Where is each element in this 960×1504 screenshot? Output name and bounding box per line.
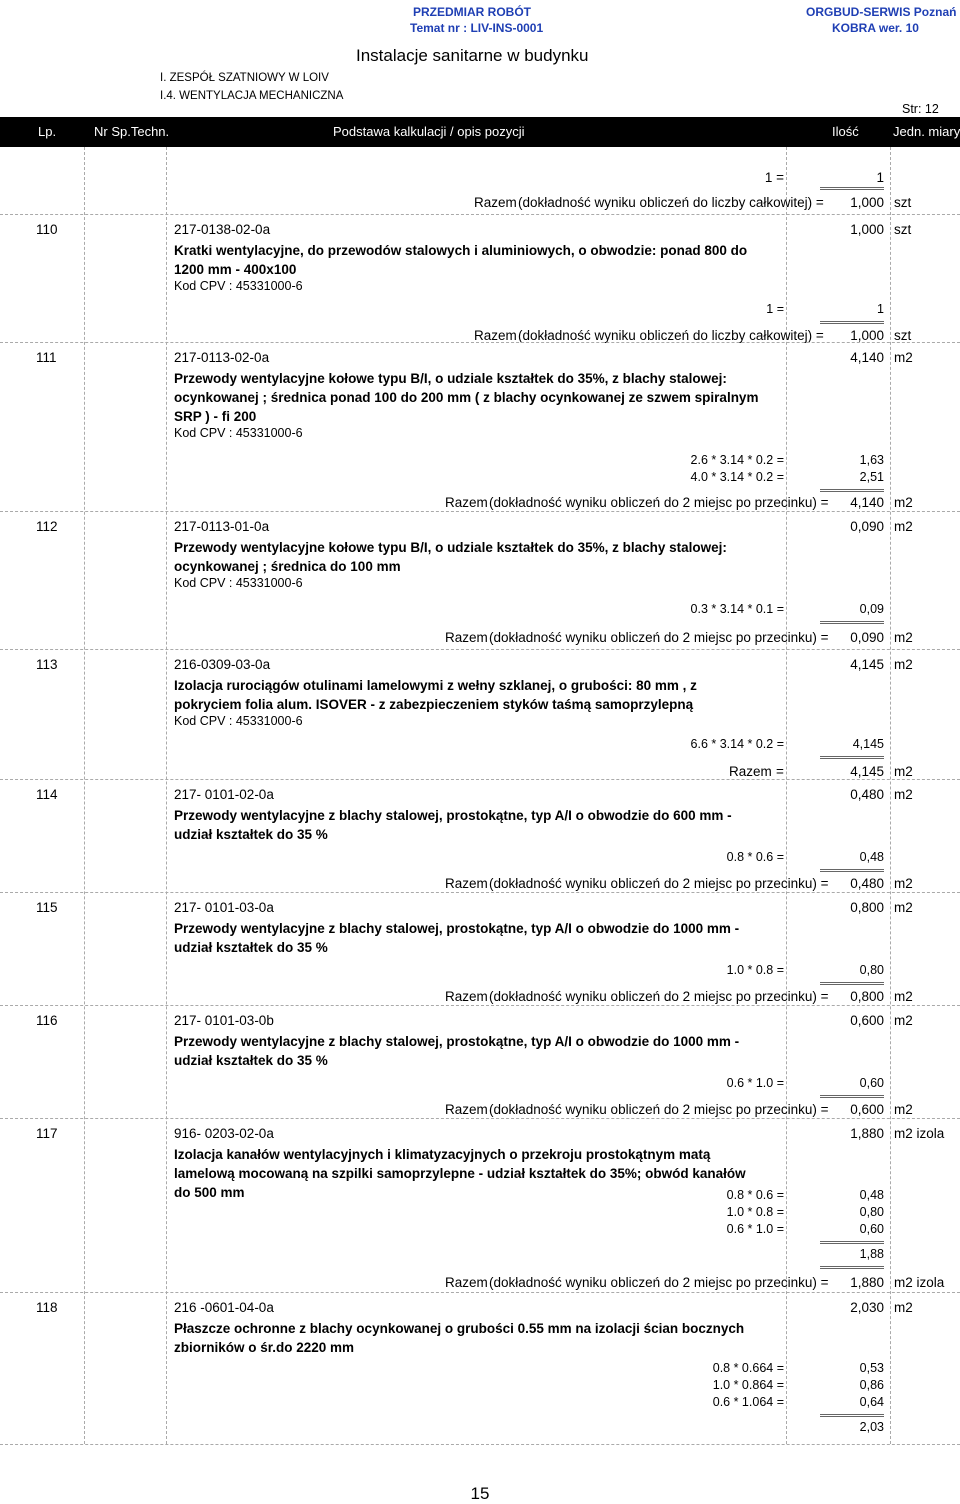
calculation-value: 0,48 [859,1188,884,1202]
razem-value: 4,140 [850,495,884,510]
razem-value: 1,000 [850,328,884,343]
razem-note: (dokładność wyniku obliczeń do 2 miejsc po przecinku) = [489,1102,829,1117]
section-line-2: I.4. WENTYLACJA MECHANICZNA [160,90,344,102]
entry-separator [0,779,960,780]
razem-label: Razem [445,630,488,645]
calculation-expression: 1.0 * 0.8 = [726,963,784,977]
technical-code: 217- 0101-03-0a [174,900,274,915]
column-podstawa: Podstawa kalkulacji / opis pozycji [333,124,525,139]
calculation-value: 0,48 [859,850,884,864]
item-quantity: 1,880 [850,1126,884,1141]
calculation-value: 0,80 [859,1205,884,1219]
sum-underline [820,1414,884,1417]
item-unit: m2 [894,1300,913,1315]
item-number: 115 [36,900,58,915]
entry-separator [0,1005,960,1006]
carryover-calc-value: 1 [876,170,884,185]
item-quantity: 1,000 [850,222,884,237]
item-number: 117 [36,1126,58,1141]
sum-underline [820,621,884,624]
item-unit: m2 izola [894,1126,945,1141]
item-description: Izolacja rurociągów otulinami lamelowymi z wełny szklanej, o grubości: 80 mm , z pokryciem folia alum. ISOVER - z zabezpieczeniem styków taśmą samoprzylepną [174,678,697,712]
razem-label: Razem [445,876,488,891]
razem-unit: szt [894,328,912,343]
razem-label: Razem [729,764,772,779]
calculation-expression: 0.6 * 1.0 = [726,1222,784,1236]
razem-value: 1,880 [850,1275,884,1290]
entry-separator [0,342,960,343]
item-quantity: 4,145 [850,657,884,672]
cpv-code: Kod CPV : 45331000-6 [174,714,303,728]
item-quantity: 0,600 [850,1013,884,1028]
carryover-razem-label: Razem [474,195,517,210]
calculation-expression: 0.3 * 3.14 * 0.1 = [690,602,784,616]
item-unit: m2 [894,657,913,672]
column-jedn: Jedn. miary [893,124,960,139]
technical-code: 916- 0203-02-0a [174,1126,274,1141]
calculation-value: 0,80 [859,963,884,977]
calculation-value: 0,86 [859,1378,884,1392]
razem-label: Razem [445,1275,488,1290]
item-number: 111 [36,350,57,365]
carryover-razem-value: 1,000 [850,195,884,210]
entry-separator [0,649,960,650]
calculation-expression: 2.6 * 3.14 * 0.2 = [690,453,784,467]
item-number: 110 [36,222,58,237]
calculation-expression: 0.8 * 0.664 = [712,1361,784,1375]
entry-separator [0,892,960,893]
section-line-1: I. ZESPÓŁ SZATNIOWY W LOIV [160,72,329,84]
razem-note: = [776,764,784,779]
razem-unit: m2 [894,1102,913,1117]
calculation-expression: 0.6 * 1.0 = [726,1076,784,1090]
table-bottom-border [0,1444,960,1445]
sum-underline [820,1266,884,1269]
calculation-value: 0,53 [859,1361,884,1375]
razem-unit: m2 [894,764,913,779]
item-quantity: 0,480 [850,787,884,802]
sum-underline [820,869,884,872]
razem-label: Razem [445,495,488,510]
item-unit: m2 [894,900,913,915]
item-number: 112 [36,519,58,534]
entry-separator [0,214,960,215]
calculation-value: 0,60 [859,1076,884,1090]
document-type: PRZEDMIAR ROBÓT [413,5,531,19]
item-number: 118 [36,1300,58,1315]
technical-code: 217-0113-01-0a [174,519,270,534]
page-label: Str: 12 [902,102,939,116]
technical-code: 217- 0101-02-0a [174,787,274,802]
razem-note: (dokładność wyniku obliczeń do 2 miejsc po przecinku) = [489,876,829,891]
calculation-expression: 0.8 * 0.6 = [726,850,784,864]
calculation-expression: 1.0 * 0.8 = [726,1205,784,1219]
calculation-expression: 1.0 * 0.864 = [712,1378,784,1392]
razem-value: 0,090 [850,630,884,645]
item-unit: szt [894,222,912,237]
razem-label: Razem [445,989,488,1004]
technical-code: 217- 0101-03-0b [174,1013,274,1028]
cpv-code: Kod CPV : 45331000-6 [174,279,303,293]
razem-value: 0,480 [850,876,884,891]
technical-code: 216 -0601-04-0a [174,1300,274,1315]
column-ilosc: Ilość [832,124,859,139]
technical-code: 216-0309-03-0a [174,657,271,672]
technical-code: 217-0138-02-0a [174,222,271,237]
item-description: Przewody wentylacyjne z blachy stalowej, prostokątne, typ A/I o obwodzie do 600 mm - udział kształtek do 35 % [174,808,732,842]
razem-note: (dokładność wyniku obliczeń do 2 miejsc po przecinku) = [489,989,829,1004]
cpv-code: Kod CPV : 45331000-6 [174,426,303,440]
subtotal-value: 2,03 [859,1420,884,1434]
item-description: Przewody wentylacyjne z blachy stalowej, prostokątne, typ A/I o obwodzie do 1000 mm - udział kształtek do 35 % [174,1034,740,1068]
calculation-expression: 4.0 * 3.14 * 0.2 = [690,470,784,484]
cpv-code: Kod CPV : 45331000-6 [174,576,303,590]
document-heading: Instalacje sanitarne w budynku [356,46,589,65]
razem-label: Razem [445,1102,488,1117]
razem-unit: m2 [894,876,913,891]
item-number: 113 [36,657,58,672]
item-description: Przewody wentylacyjne kołowe typu B/I, o udziale kształtek do 35%, z blachy stalowej: ocynkowanej ; średnica ponad 100 do 200 mm ( z blachy ocynkowanej ze szwem spiralnym SRP ) - fi 200 [174,371,759,424]
razem-value: 0,600 [850,1102,884,1117]
item-number: 114 [36,787,58,802]
sum-underline [820,321,884,324]
calculation-value: 0,09 [859,602,884,616]
sum-underline [820,1241,884,1244]
sum-underline [820,489,884,492]
item-unit: m2 [894,350,913,365]
carryover-calc: 1 = [764,170,784,185]
razem-note: (dokładność wyniku obliczeń do 2 miejsc po przecinku) = [489,1275,829,1290]
company-name: ORGBUD-SERWIS Poznań [806,5,957,19]
software-version: KOBRA wer. 10 [832,21,919,35]
calculation-expression: 0.8 * 0.6 = [726,1188,784,1202]
document-topic: Temat nr : LIV-INS-0001 [410,21,544,35]
calculation-expression: 6.6 * 3.14 * 0.2 = [690,737,784,751]
sum-underline [820,982,884,985]
razem-unit: m2 [894,495,913,510]
technical-code: 217-0113-02-0a [174,350,270,365]
razem-note: (dokładność wyniku obliczeń do liczby całkowitej) = [518,328,824,343]
subtotal-value: 1,88 [859,1247,884,1261]
item-quantity: 0,090 [850,519,884,534]
item-description: Płaszcze ochronne z blachy ocynkowanej o grubości 0.55 mm na izolacji ścian bocznych zbiorników o śr.do 2220 mm [174,1321,745,1355]
item-unit: m2 [894,519,913,534]
column-header-row [0,117,960,147]
entry-separator [0,1118,960,1119]
item-description: Przewody wentylacyjne z blachy stalowej, prostokątne, typ A/I o obwodzie do 1000 mm - udział kształtek do 35 % [174,921,740,955]
item-unit: m2 [894,787,913,802]
razem-label: Razem [474,328,517,343]
item-description: Kratki wentylacyjne, do przewodów stalowych i aluminiowych, o obwodzie: ponad 800 do 1200 mm - 400x100 [174,243,748,277]
calculation-value: 2,51 [859,470,884,484]
column-nr: Nr Sp.Techn. [94,124,170,139]
item-number: 116 [36,1013,58,1028]
razem-value: 4,145 [850,764,884,779]
razem-unit: m2 [894,989,913,1004]
column-lp: Lp. [38,124,57,139]
page-number: 15 [470,1484,490,1503]
calculation-expression: 0.6 * 1.064 = [712,1395,784,1409]
calculation-value: 1 [877,302,884,316]
razem-note: (dokładność wyniku obliczeń do 2 miejsc po przecinku) = [489,630,829,645]
item-quantity: 2,030 [850,1300,884,1315]
carryover-razem-unit: szt [894,195,912,210]
item-description: Przewody wentylacyjne kołowe typu B/I, o udziale kształtek do 35%, z blachy stalowej: ocynkowanej ; średnica do 100 mm [174,540,727,574]
item-description: Izolacja kanałów wentylacyjnych i klimatyzacyjnych o przekroju prostokątnym matą lamelową mocowaną na szpilki samoprzylepne - udział kształtek do 35%; obwód kanałów do 500 mm [174,1147,746,1200]
calculation-expression: 1 = [766,302,784,316]
razem-unit: m2 izola [894,1275,945,1290]
entry-separator [0,511,960,512]
item-quantity: 4,140 [850,350,884,365]
calculation-value: 0,60 [859,1222,884,1236]
calculation-value: 1,63 [859,453,884,467]
carryover-razem-note: (dokładność wyniku obliczeń do liczby całkowitej) = [518,195,824,210]
razem-unit: m2 [894,630,913,645]
sum-underline [820,756,884,759]
item-unit: m2 [894,1013,913,1028]
item-quantity: 0,800 [850,900,884,915]
razem-note: (dokładność wyniku obliczeń do 2 miejsc po przecinku) = [489,495,829,510]
calculation-value: 4,145 [852,737,884,751]
razem-value: 0,800 [850,989,884,1004]
sum-underline [820,187,884,190]
entry-separator [0,1292,960,1293]
sum-underline [820,1095,884,1098]
calculation-value: 0,64 [859,1395,884,1409]
